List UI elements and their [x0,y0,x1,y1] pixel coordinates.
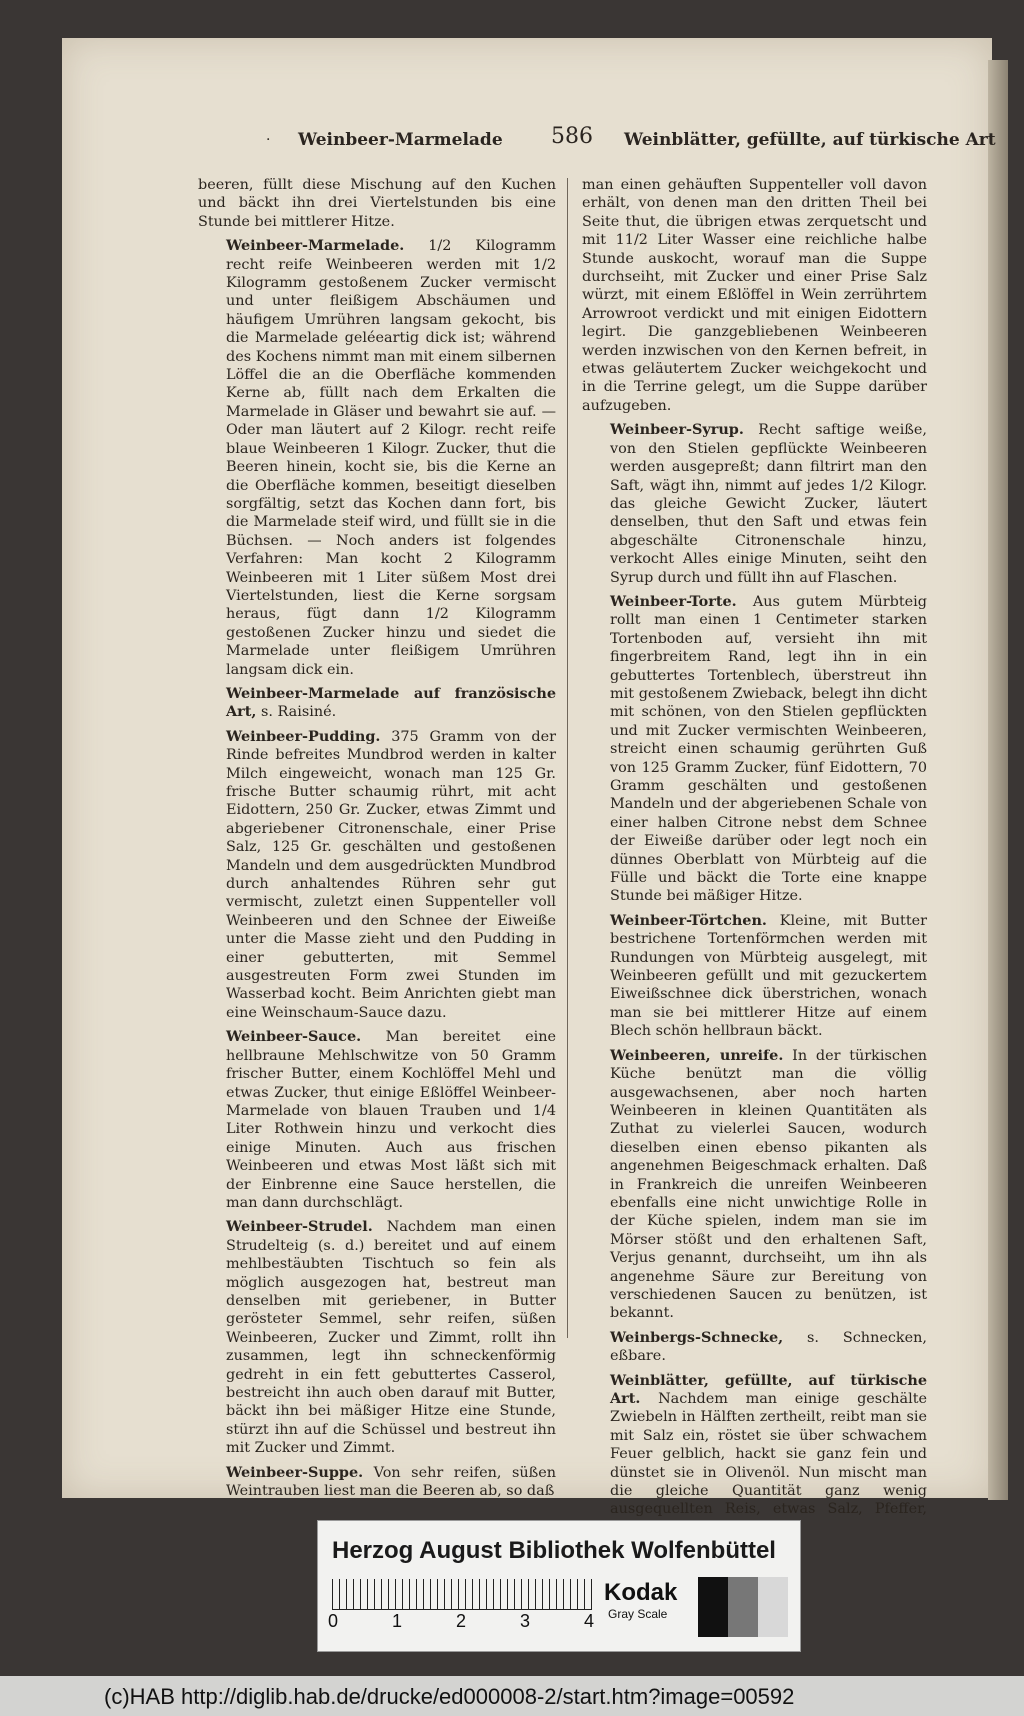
entry-keyword: Weinbeer-Torte. [610,592,737,610]
paragraph-text: man einen gehäuften Suppenteller voll davon erhält, von denen man den dritten Theil bei Seite thut, die übrigen etwas zerquetscht und mit 11/2 Liter Wasser eine reichliche halbe Stunde auskocht, worauf man die Suppe durchseiht, mit Zucker und einer Prise Salz würzt, mit einem Eßlöffel in Wein zerrührtem Arrowroot verdickt und mit einigen Eidottern legirt. Die ganzgebliebenen Weinbeeren werden inzwischen von den Kernen befreit, in etwas geläutertem Zucker weichgekocht und in die Terrine gelegt, um die Suppe darüber aufzugeben. [582,177,927,414]
citation-bar [0,1676,1024,1716]
header-left-title: Weinbeer-Marmelade [298,130,503,150]
entry-marmelade-franzoesisch [198,685,556,722]
entry-text: s. Raisiné. [260,704,337,721]
entry-text: s. Schnecken, eßbare. [610,1329,927,1365]
entry-weinbeer-torte [582,593,927,906]
entry-text: Nachdem man einen Strudelteig (s. d.) bereitet und auf einem mehlbestäubten Tischtuch so fein als möglich ausgezogen hat, bestreut man denselben mit geriebener, in Butter gerösteter Semmel, sehr reifen, süßen Weinbeeren, Zucker und Zimmt, rollt ihn zusammen, legt ihn schneckenförmig gedreht in ein fett gebuttertes Casserol, bestreicht ihn auch oben darauf mit Butter, bäckt ihn bei mäßiger Hitze eine Stunde, stürzt ihn auf die Schüssel und bestreut ihn mit Zucker und Zimmt. [226,1219,557,1457]
entry-text: Kleine, mit Butter bestrichene Tortenförmchen werden mit Rundungen von Mürbteig ausgelegt, mit Weinbeeren gefüllt und mit gezuckertem Eiweißschnee dick überstrichen, wonach man sie bei mittlerer Hitze auf einem Blech schön hellbraun bäckt. [610,912,927,1040]
ruler-number: 4 [584,1611,595,1631]
page-number: 586 [551,124,593,149]
gray-swatch-mid [728,1577,758,1637]
entry-text: In der türkischen Küche benützt man die völlig ausgewachsenen, aber noch harten Weinbeeren in kleinen Quantitäten als Zuthat zu vielerlei Saucen, wodurch dieselben einen ebenso pikanten als angenehmen Beigeschmack erhalten. Daß in Frankreich die unreifen Weinbeeren ebenfalls eine nicht unwichtige Rolle in der Küche spielen, indem man sie im Mörser stößt und den erhaltenen Saft, Verjus genannt, durchseiht, um ihn als angenehme Säure zur Bereitung von verschiedenen Saucen zu benützen, ist bekannt. [610,1047,927,1322]
scale-ruler [328,1579,595,1631]
column-divider [567,178,568,1338]
entry-weinbeer-marmelade [198,237,556,679]
color-reference-card [317,1520,801,1652]
entry-keyword: Weinbeer-Marmelade. [226,237,405,255]
entry-weinbeer-pudding [198,728,556,1023]
entry-text: 375 Gramm von der Rinde befreites Mundbrod werden in kalter Milch eingeweicht, wonach man 125 Gr. frische Butter schaumig rührt, mit acht Eidottern, 250 Gr. Zucker, etwas Zimmt und abgeriebener Citronenschale, einer Prise Salz, 125 Gr. geschälten und gestoßenen Mandeln und dem ausgedrückten Mundbrod durch anhaltendes Rühren sehr gut vermischt, zuletzt einen Suppenteller voll Weinbeeren und den Schnee der Eiweiße unter die Masse zieht und den Pudding in einer gebutterten, mit Semmel ausgestreuten Form zwei Stunden im Wasserbad kocht. Beim Anrichten giebt man eine Weinschaum-Sauce dazu. [226,728,557,1021]
entry-keyword: Weinbeer-Suppe. [226,1463,364,1481]
entry-keyword: Weinbergs-Schnecke, [610,1328,784,1346]
entry-text: Aus gutem Mürbteig rollt man einen 1 Centimeter starken Tortenboden auf, versieht ihn mit fingerbreitem Rand, legt ihn in ein gebuttertes Tortenblech, überstreut ihn mit gestoßenem Zwieback, belegt ihn dicht mit schönen, von den Stielen gepflückten und mit Zucker vermischten Weinbeeren, streicht einen schaumig gerührten Guß von 125 Gramm Zucker, fünf Eidottern, 70 Gramm geschälten und gestoßenen Mandeln und der abgeriebenen Schale von einer halben Citrone nebst dem Schnee der Eiweiße darüber oder legt noch ein dünnes Oberblatt von Mürbteig auf die Fülle und bäckt die Torte eine knappe Stunde bei mäßiger Hitze. [610,593,927,905]
entry-text: 1/2 Kilogramm recht reife Weinbeeren werden mit 1/2 Kilogramm gestoßenem Zucker vermischt und unter fleißigem Abschäumen und häufigem Umrühren langsam gekocht, bis die Marmelade geléeartig dick ist; während des Kochens nimmt man mit einem silbernen Löffel die an die Oberfläche kommenden Kerne ab, füllt nach dem Erkalten die Marmelade in Gläser und bewahrt sie auf. — Oder man läutert auf 2 Kilogr. recht reife blaue Weinbeeren 1 Kilogr. Zucker, thut die Beeren hinein, kocht sie, bis die Kerne an die Oberfläche kommen, beseitigt dieselben sorgfältig, setzt das Kochen dann fort, bis die Marmelade steif wird, und füllt sie in die Büchsen. — Noch anders ist folgendes Verfahren: Man kocht 2 Kilogramm Weinbeeren mit 1 Liter süßem Most drei Viertelstunden, liest die Kerne sorgsam heraus, fügt dann 1/2 Kilogramm gestoßenen Zucker hinzu und siedet die Marmelade unter fleißigem Umrühren langsam dick ein. [226,238,556,678]
entry-keyword: Weinbeer-Syrup. [610,421,744,439]
entry-keyword: Weinblätter, gefüllte, auf türkische Art. [610,1371,927,1407]
entry-keyword: Weinbeer-Sauce. [226,1028,362,1046]
paragraph-text: beeren, füllt diese Mischung auf den Kuchen und bäckt ihn drei Viertelstunden bis eine Stunde bei mittlerer Hitze. [198,177,556,230]
ruler-number: 0 [328,1611,339,1631]
entry-weinbeer-strudel [198,1218,556,1457]
ruler-number: 3 [520,1611,531,1631]
header-mark: · [266,132,271,148]
entry-weinbeer-syrup [582,421,927,587]
running-header [0,124,1024,154]
ruler-number: 1 [392,1611,403,1631]
left-text-column [198,176,556,1506]
ruler-baseline [332,1609,592,1610]
entry-weinbeer-suppe [198,1464,556,1501]
entry-weinbeeren-unreife [582,1047,927,1323]
entry-keyword: Weinbeer-Pudding. [226,727,381,745]
ruler-ticks [332,1579,592,1609]
entry-text: Recht saftige weiße, von den Stielen gepflückte Weinbeeren werden ausgepreßt; dann filtrirt man den Saft, wägt ihn, nimmt auf jedes 1/2 Kilogr. das gleiche Gewicht Zucker, läutert denselben, thut den Saft und etwas fein abgeschälte Citronenschale hinzu, verkocht Alles einige Minuten, seiht den Syrup durch und füllt ihn auf Flaschen. [610,422,927,586]
page-edge [988,60,1008,1500]
entry-text: Man bereitet eine hellbraune Mehlschwitze von 50 Gramm frischer Butter, einem Kochlöffel Mehl und etwas Zucker, thut einige Eßlöffel Weinbeer-Marmelade von blauen Trauben und 1/4 Liter Rothwein hinzu und verkocht dies einige Minuten. Auch aus frischen Weinbeeren und etwas Most läßt sich mit der Einbrenne eine Sauce herstellen, die man dann durchschlägt. [226,1029,556,1211]
entry-text: Nachdem man einige geschälte Zwiebeln in Hälften zertheilt, reibt man sie mit Salz ein, röstet sie über schwachem Feuer gelblich, hackt sie ganz fein und dünstet sie in Olivenöl. Nun mischt man die gleiche Quantität ganz wenig ausgequellten Reis, etwas Salz, Pfeffer, [610,1391,928,1518]
paragraph [198,176,556,231]
entry-keyword: Weinbeeren, unreife. [610,1046,784,1064]
entry-keyword: Weinbeer-Strudel. [226,1218,373,1236]
paragraph [582,176,927,415]
entry-weinbergs-schnecke [582,1329,927,1366]
gray-swatch-light [758,1577,788,1637]
right-text-column [582,176,927,1543]
entry-keyword: Weinbeer-Törtchen. [610,911,767,929]
entry-weinbeer-sauce [198,1028,556,1212]
ruler-number: 2 [456,1611,467,1631]
entry-weinblaetter [582,1372,927,1538]
kodak-logo: Kodak [604,1579,678,1606]
entry-text: Von sehr reifen, süßen Weintrauben liest man die Beeren ab, so daß [226,1464,556,1500]
entry-weinbeer-toertchen [582,912,927,1041]
gray-swatch-dark [698,1577,728,1637]
library-name: Herzog August Bibliothek Wolfenbüttel [332,1537,776,1564]
gray-scale-label: Gray Scale [608,1607,668,1621]
citation-text: (c)HAB http://diglib.hab.de/drucke/ed000008-2/start.htm?image=00592 [104,1684,795,1709]
entry-keyword: Weinbeer-Marmelade auf französische Art, [226,684,556,721]
header-right-title: Weinblätter, gefüllte, auf türkische Art [624,130,996,150]
